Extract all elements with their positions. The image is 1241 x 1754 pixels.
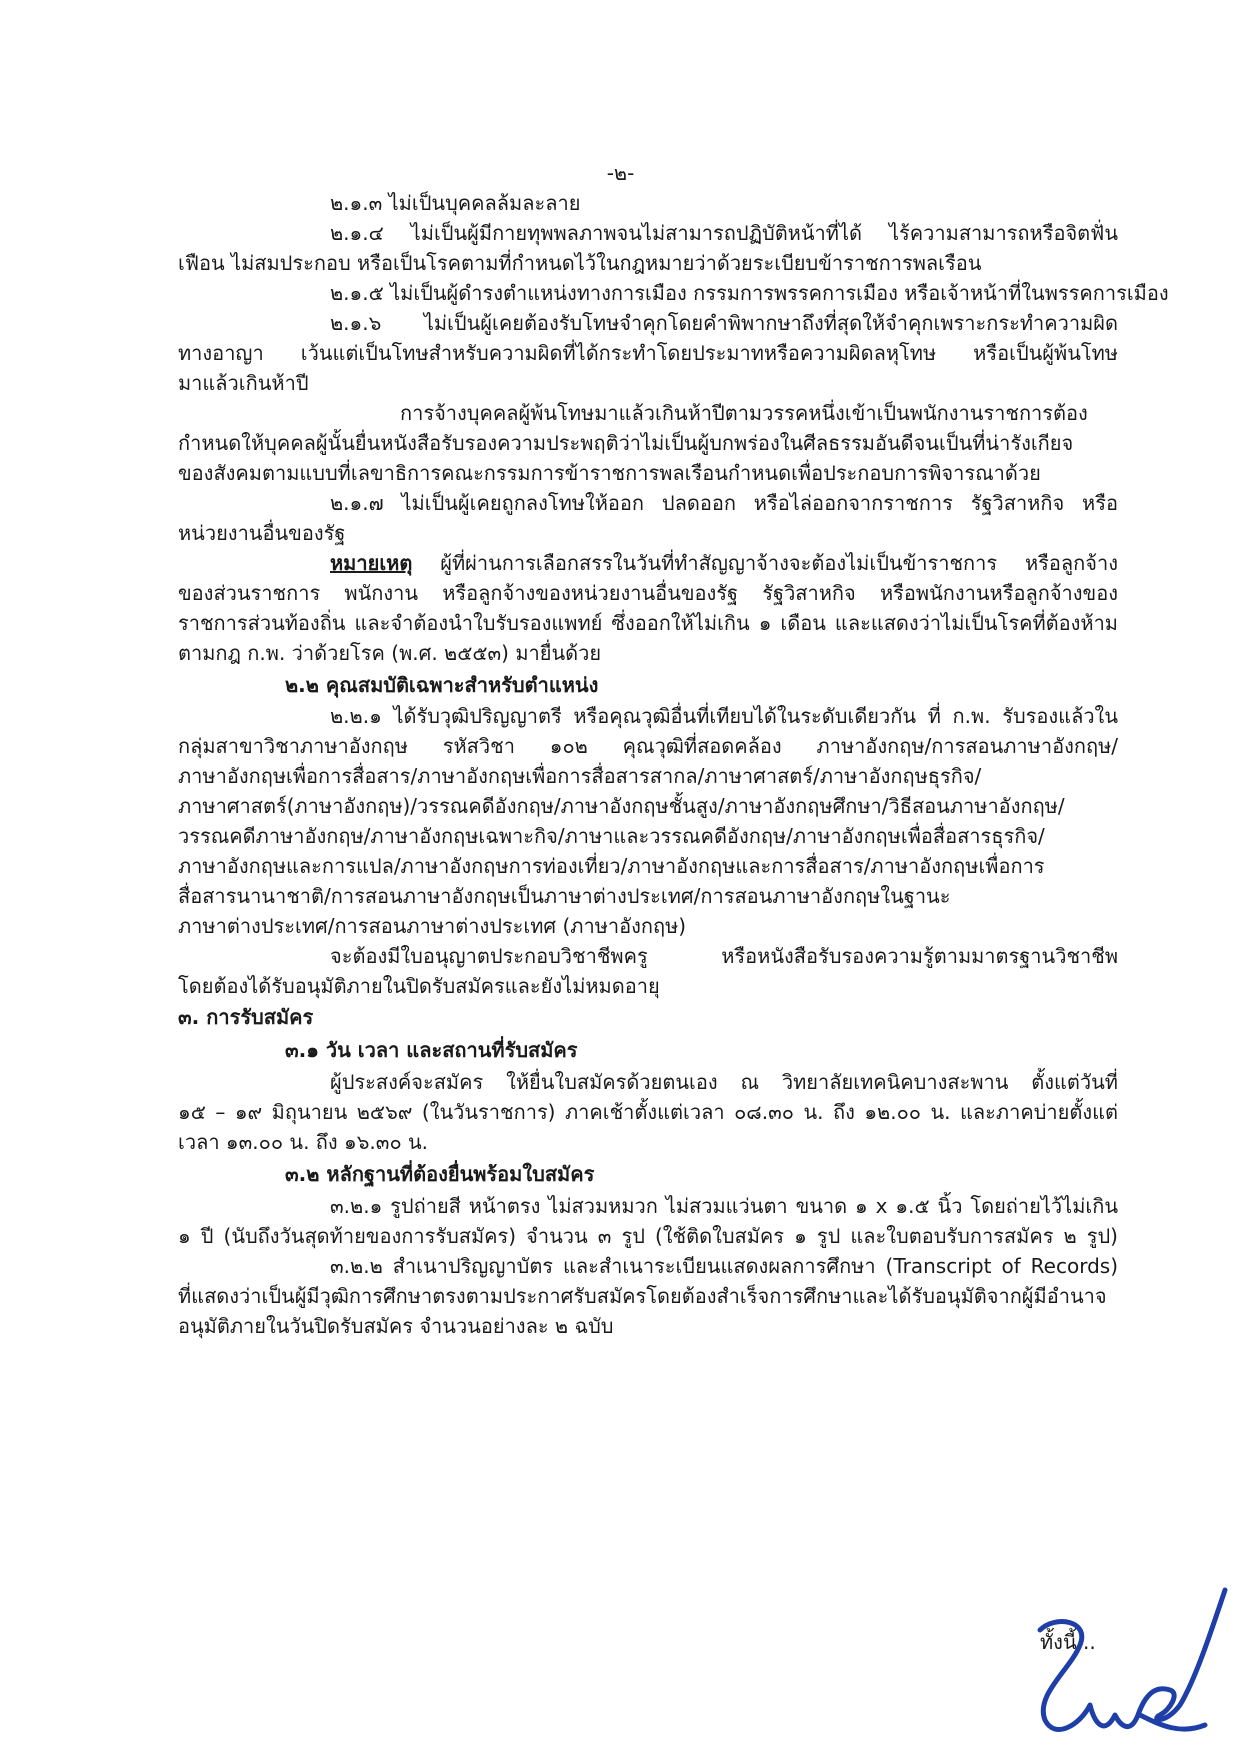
signature-icon <box>1020 1575 1230 1745</box>
clause-2-1-4-cont: เฟือน ไม่สมประกอบ หรือเป็นโรคตามที่กำหนดไว้ในกฎหมายว่าด้วยระเบียบข้าราชการพลเรือน <box>178 251 982 275</box>
clause-2-2-1-cont1: กลุ่มสาขาวิชาภาษาอังกฤษ รหัสวิชา ๑๐๒ คุณวุฒิที่สอดคล้อง ภาษาอังกฤษ/การสอนภาษาอังกฤษ/ <box>178 734 1118 758</box>
heading-3: ๓. การรับสมัคร <box>178 1005 314 1029</box>
clause-3-2-2: ๓.๒.๒ สำเนาปริญญาบัตร และสำเนาระเบียนแสดงผลการศึกษา (Transcript of Records) <box>330 1254 1118 1278</box>
paragraph-employment-cont2: ของสังคมตามแบบที่เลขาธิการคณะกรรมการข้าราชการพลเรือนกำหนดเพื่อประกอบการพิจารณาด้วย <box>178 461 1041 485</box>
note-paragraph <box>330 548 1118 578</box>
license-requirement: จะต้องมีใบอนุญาตประกอบวิชาชีพครู หรือหนังสือรับรองความรู้ตามมาตรฐานวิชาชีพ <box>330 944 1118 968</box>
clause-2-2-1-cont4: วรรณคดีภาษาอังกฤษ/ภาษาอังกฤษเฉพาะกิจ/ภาษาและวรรณคดีอังกฤษ/ภาษาอังกฤษเพื่อสื่อสารธุรกิจ/ <box>178 824 1045 848</box>
clause-3-2-2-cont1: ที่แสดงว่าเป็นผู้มีวุฒิการศึกษาตรงตามประกาศรับสมัครโดยต้องสำเร็จการศึกษาและได้รับอนุมัติจากผู้มีอำนาจ <box>178 1284 1107 1308</box>
note-label: หมายเหตุ <box>330 551 413 575</box>
clause-2-2-1-cont2: ภาษาอังกฤษเพื่อการสื่อสาร/ภาษาอังกฤษเพื่อการสื่อสารสากล/ภาษาศาสตร์/ภาษาอังกฤษธุรกิจ/ <box>178 764 982 788</box>
clause-2-2-1-cont5: ภาษาอังกฤษและการแปล/ภาษาอังกฤษการท่องเที่ยว/ภาษาอังกฤษและการสื่อสาร/ภาษาอังกฤษเพื่อการ <box>178 854 1045 878</box>
heading-2-2: ๒.๒ คุณสมบัติเฉพาะสำหรับตำแหน่ง <box>285 673 599 697</box>
clause-2-1-6-cont2: มาแล้วเกินห้าปี <box>178 371 309 395</box>
paragraph-employment: การจ้างบุคคลผู้พ้นโทษมาแล้วเกินห้าปีตามวรรคหนึ่งเข้าเป็นพนักงานราชการต้อง <box>400 401 1088 425</box>
clause-2-1-4: ๒.๑.๔ ไม่เป็นผู้มีกายทุพพลภาพจนไม่สามารถปฏิบัติหน้าที่ได้ ไร้ความสามารถหรือจิตฟั่น <box>330 221 1118 245</box>
continuation-text: ทั้งนี้... <box>1040 1630 1096 1654</box>
page-number: -๒- <box>606 161 635 185</box>
clause-2-2-1-cont7: ภาษาต่างประเทศ/การสอนภาษาต่างประเทศ (ภาษาอังกฤษ) <box>178 914 687 938</box>
note-cont1: ของส่วนราชการ พนักงาน หรือลูกจ้างของหน่วยงานอื่นของรัฐ รัฐวิสาหกิจ หรือพนักงานหรือลูกจ้างของ <box>178 581 1118 605</box>
application-paragraph-cont2: เวลา ๑๓.๐๐ น. ถึง ๑๖.๓๐ น. <box>178 1130 429 1154</box>
heading-3-1: ๓.๑ วัน เวลา และสถานที่รับสมัคร <box>285 1038 578 1062</box>
note-cont3: ตามกฎ ก.พ. ว่าด้วยโรค (พ.ศ. ๒๕๕๓) มายื่นด้วย <box>178 641 602 665</box>
clause-2-2-1: ๒.๒.๑ ได้รับวุฒิปริญญาตรี หรือคุณวุฒิอื่นที่เทียบได้ในระดับเดียวกัน ที่ ก.พ. รับรองแล้วใน <box>330 704 1118 728</box>
clause-2-1-6: ๒.๑.๖ ไม่เป็นผู้เคยต้องรับโทษจำคุกโดยคำพิพากษาถึงที่สุดให้จำคุกเพราะกระทำความผิด <box>330 311 1118 335</box>
application-paragraph: ผู้ประสงค์จะสมัคร ให้ยื่นใบสมัครด้วยตนเอง ณ วิทยาลัยเทคนิคบางสะพาน ตั้งแต่วันที่ <box>330 1070 1118 1094</box>
heading-3-2: ๓.๒ หลักฐานที่ต้องยื่นพร้อมใบสมัคร <box>285 1162 595 1186</box>
clause-3-2-2-cont2: อนุมัติภายในวันปิดรับสมัคร จำนวนอย่างละ ๒ ฉบับ <box>178 1314 614 1338</box>
clause-2-1-3: ๒.๑.๓ ไม่เป็นบุคคลล้มละลาย <box>330 191 581 215</box>
note-cont2: ราชการส่วนท้องถิ่น และจำต้องนำใบรับรองแพทย์ ซึ่งออกให้ไม่เกิน ๑ เดือน และแสดงว่าไม่เป็นโรคที่ต้องห้าม <box>178 611 1118 635</box>
clause-3-2-1-cont: ๑ ปี (นับถึงวันสุดท้ายของการรับสมัคร) จำนวน ๓ รูป (ใช้ติดใบสมัคร ๑ รูป และใบตอบรับการสมัคร ๒ รูป) <box>178 1224 1118 1248</box>
paragraph-employment-cont1: กำหนดให้บุคคลผู้นั้นยื่นหนังสือรับรองความประพฤติว่าไม่เป็นผู้บกพร่องในศีลธรรมอันดีจนเป็นที่น่ารังเกียจ <box>178 431 1074 455</box>
note-text: ผู้ที่ผ่านการเลือกสรรในวันที่ทำสัญญาจ้างจะต้องไม่เป็นข้าราชการ หรือลูกจ้าง <box>440 551 1119 575</box>
license-requirement-cont: โดยต้องได้รับอนุมัติภายในปิดรับสมัครและยังไม่หมดอายุ <box>178 974 660 998</box>
clause-2-1-7-cont: หน่วยงานอื่นของรัฐ <box>178 521 346 545</box>
clause-2-2-1-cont6: สื่อสารนานาชาติ/การสอนภาษาอังกฤษเป็นภาษาต่างประเทศ/การสอนภาษาอังกฤษในฐานะ <box>178 884 951 908</box>
signature-stroke-2 <box>1140 1715 1205 1729</box>
clause-3-2-1: ๓.๒.๑ รูปถ่ายสี หน้าตรง ไม่สวมหมวก ไม่สวมแว่นตา ขนาด ๑ x ๑.๕ นิ้ว โดยถ่ายไว้ไม่เกิน <box>330 1194 1118 1218</box>
application-paragraph-cont1: ๑๕ – ๑๙ มิถุนายน ๒๕๖๙ (ในวันราชการ) ภาคเช้าตั้งแต่เวลา ๐๘.๓๐ น. ถึง ๑๒.๐๐ น. และภาคบ่ายตั้งแต่ <box>178 1100 1118 1124</box>
signature-stroke-1 <box>1040 1590 1225 1729</box>
clause-2-1-5: ๒.๑.๕ ไม่เป็นผู้ดำรงตำแหน่งทางการเมือง กรรมการพรรคการเมือง หรือเจ้าหน้าที่ในพรรคการเมือง <box>330 281 1169 305</box>
clause-2-2-1-cont3: ภาษาศาสตร์(ภาษาอังกฤษ)/วรรณคดีอังกฤษ/ภาษาอังกฤษชั้นสูง/ภาษาอังกฤษศึกษา/วิธีสอนภาษาอังกฤษ/ <box>178 794 1065 818</box>
clause-2-1-6-cont1: ทางอาญา เว้นแต่เป็นโทษสำหรับความผิดที่ได้กระทำโดยประมาทหรือความผิดลหุโทษ หรือเป็นผู้พ้นโทษ <box>178 341 1118 365</box>
clause-2-1-7: ๒.๑.๗ ไม่เป็นผู้เคยถูกลงโทษให้ออก ปลดออก หรือไล่ออกจากราชการ รัฐวิสาหกิจ หรือ <box>330 491 1118 515</box>
